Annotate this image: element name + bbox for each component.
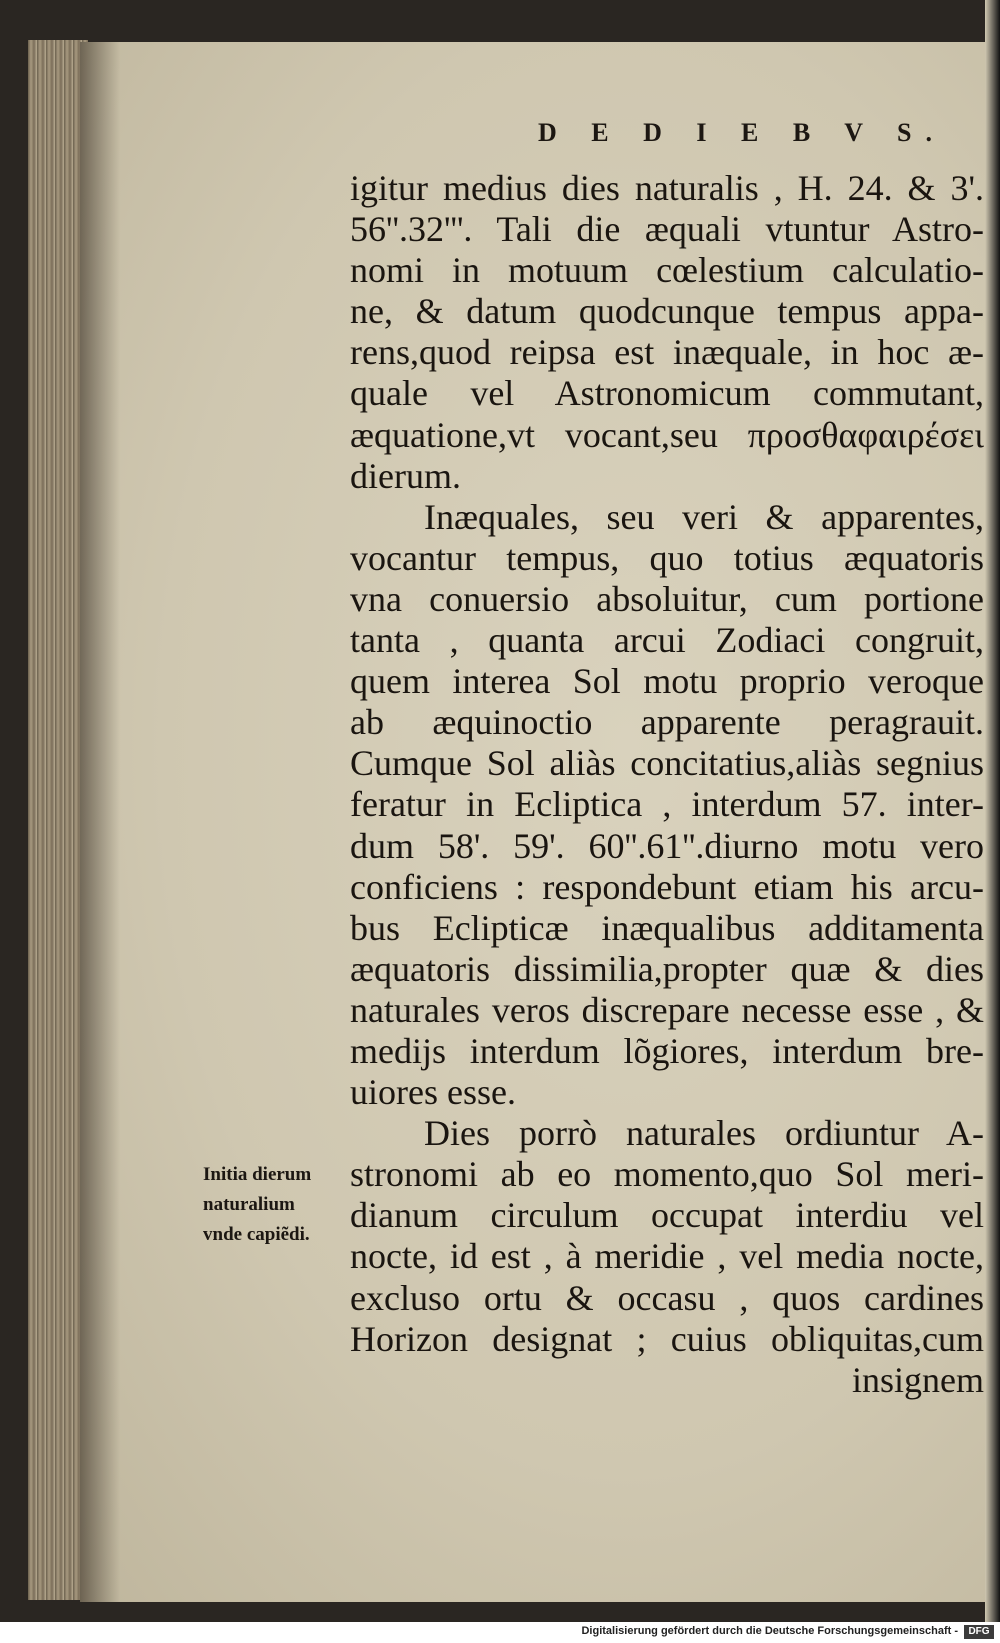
marginal-note-line: naturalium: [203, 1194, 295, 1215]
text-line: Cumque Sol aliàs concitatius,aliàs segnius: [350, 743, 984, 784]
text-line: dianum circulum occupat interdiu vel: [350, 1195, 984, 1236]
right-page-edge: [985, 0, 1000, 1622]
text-line: uiores esse.: [350, 1072, 516, 1113]
running-head: D E D I E B V S.: [538, 118, 946, 147]
text-line: vna conuersio absoluitur, cum portione: [350, 578, 984, 619]
marginal-note: [203, 1160, 343, 1250]
text-line: excluso ortu & occasu , quos cardines: [350, 1277, 984, 1318]
marginal-note-line: Initia dierum: [203, 1164, 312, 1185]
page-stack-edge: [28, 40, 88, 1600]
text-line: tanta , quanta arcui Zodiaci congruit,: [350, 620, 984, 661]
text-line: medijs interdum lõgiores, interdum bre-: [350, 1030, 984, 1071]
gutter-shadow: [80, 42, 120, 1602]
marginal-note-line: vnde capiẽdi.: [203, 1224, 310, 1245]
funding-notice: Digitalisierung gefördert durch die Deutsche Forschungsgemeinschaft -: [581, 1625, 958, 1637]
text-line: vocantur tempus, quo totius æquatoris: [350, 537, 984, 578]
text-line: nocte, id est , à meridie , vel media nocte,: [350, 1236, 984, 1277]
text-line: rens,quod reipsa est inæquale, in hoc æ-: [350, 332, 984, 373]
footer-bar: [0, 1622, 1000, 1643]
text-line: Horizon designat ; cuius obliquitas,cum: [350, 1318, 984, 1359]
text-line: quem interea Sol motu proprio veroque: [350, 661, 984, 702]
text-line: conficiens : respondebunt etiam his arcu-: [350, 866, 984, 907]
text-line: nomi in motuum cœlestium calculatio-: [350, 250, 984, 291]
catchword: insignem: [852, 1359, 984, 1400]
text-line: 56''.32'''. Tali die æquali vtuntur Astro-: [350, 209, 984, 250]
text-line: æquatoris dissimilia,propter quæ & dies: [350, 948, 984, 989]
text-line: bus Eclipticæ inæqualibus additamenta: [350, 907, 984, 948]
text-line: æquatione,vt vocant,seu προσθαφαιρέσει: [350, 414, 984, 455]
text-line: dum 58'. 59'. 60''.61''.diurno motu vero: [350, 825, 984, 866]
text-line: igitur medius dies naturalis , H. 24. & 3'.: [350, 168, 984, 208]
text-line: Inæquales, seu veri & apparentes,: [424, 496, 984, 537]
body-text: [350, 168, 984, 1401]
text-line: stronomi ab eo momento,quo Sol meri-: [350, 1154, 984, 1195]
text-line: naturales veros discrepare necesse esse , &: [350, 989, 984, 1030]
dfg-logo-icon: DFG: [964, 1625, 994, 1639]
text-line: Dies porrò naturales ordiuntur A-: [424, 1113, 984, 1154]
text-line: feratur in Ecliptica , interdum 57. inter-: [350, 784, 984, 825]
text-line: ab æquinoctio apparente peragrauit.: [350, 702, 984, 743]
text-line: dierum.: [350, 455, 461, 496]
text-line: quale vel Astronomicum commutant,: [350, 373, 984, 414]
text-line: ne, & datum quodcunque tempus appa-: [350, 291, 984, 332]
